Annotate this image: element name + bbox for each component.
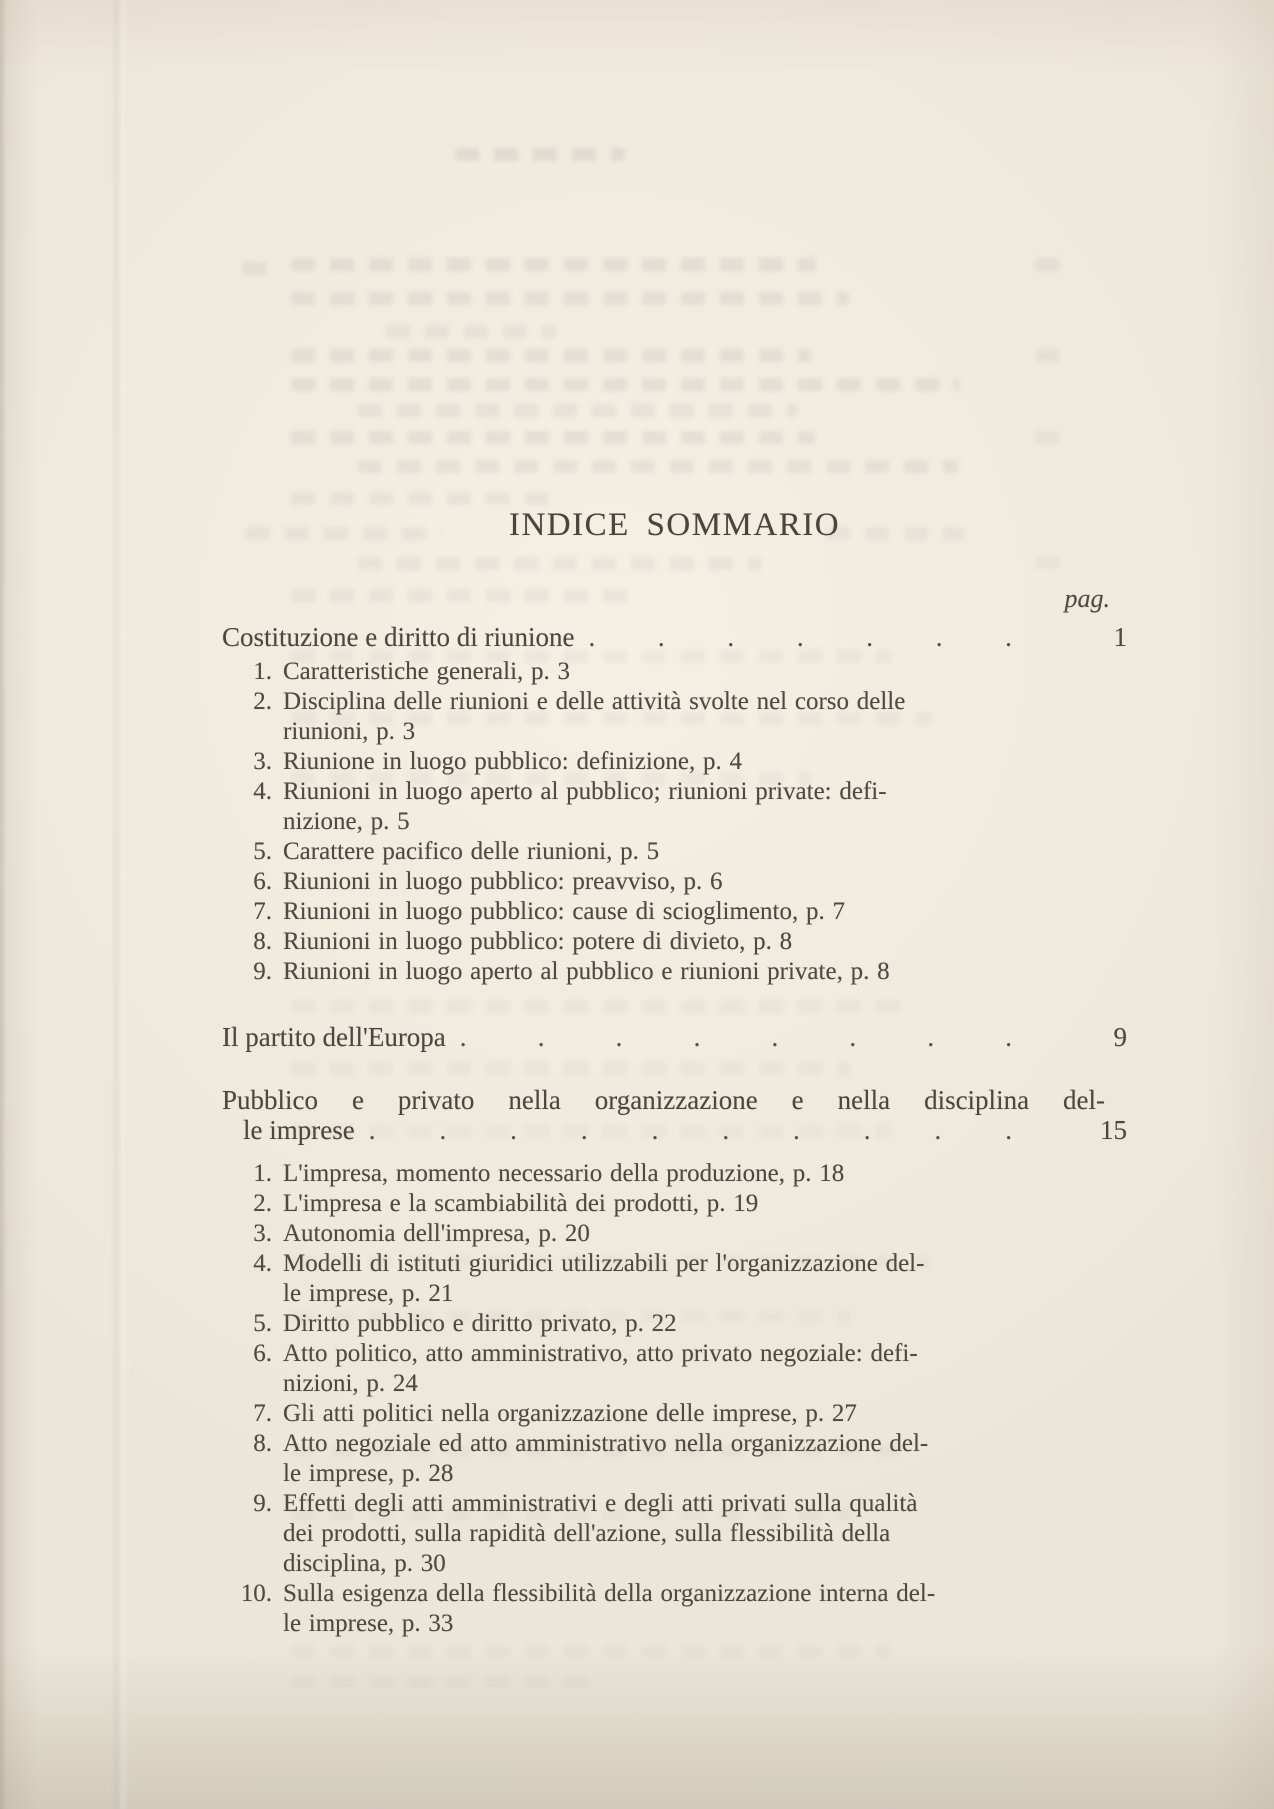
item-text — [283, 687, 1023, 747]
item-text — [283, 1579, 1023, 1639]
toc-item — [222, 1309, 1127, 1339]
leader-dot: . — [1005, 1115, 1012, 1145]
leader-dot: . — [927, 1022, 935, 1052]
dot-leader — [446, 1022, 1012, 1052]
item-text-line: le imprese, p. 21 — [283, 1280, 454, 1307]
leader-dot: . — [934, 1115, 942, 1145]
leader-dot: . — [796, 622, 804, 652]
item-text — [283, 1219, 1023, 1249]
bleed-through-smudge — [291, 1676, 591, 1689]
item-number: 9. — [253, 1490, 272, 1517]
section-heading-row — [222, 622, 1127, 652]
item-text — [283, 747, 1023, 777]
item-text-line: Atto politico, atto amministrativo, atto privato negoziale: defi- — [283, 1340, 918, 1367]
leader-dot: . — [727, 622, 735, 652]
item-number: 1. — [253, 658, 272, 685]
leader-dot: . — [510, 1115, 517, 1145]
leader-dot: . — [771, 1022, 779, 1052]
toc-content — [222, 0, 1127, 1639]
toc-item — [222, 777, 1127, 837]
leader-dot: . — [863, 1115, 871, 1145]
item-text-line: dei prodotti, sulla rapidità dell'azione, sulla flessibilità della — [283, 1520, 891, 1547]
item-text-line: Riunioni in luogo aperto al pubblico; riunioni private: defi- — [283, 778, 887, 805]
leader-dot: . — [368, 1115, 376, 1145]
table-of-contents — [222, 622, 1127, 1639]
leader-dot: . — [722, 1115, 730, 1145]
item-text-line: Gli atti politici nella organizzazione delle imprese, p. 27 — [283, 1400, 857, 1427]
item-number: 2. — [253, 1190, 272, 1217]
item-text-line: Modelli di istituti giuridici utilizzabili per l'organizzazione del- — [283, 1250, 925, 1277]
toc-item — [222, 867, 1127, 897]
page-left-edge-shadow — [0, 0, 7, 1809]
item-text — [283, 1249, 1023, 1309]
item-number: 1. — [253, 1160, 272, 1187]
toc-item — [222, 1159, 1127, 1189]
item-text-line: Atto negoziale ed atto amministrativo nella organizzazione del- — [283, 1430, 929, 1457]
page-number: 1 — [1113, 622, 1127, 652]
leader-dot: . — [866, 622, 874, 652]
section-heading-row — [222, 1115, 1127, 1145]
item-number: 2. — [253, 688, 272, 715]
item-text — [283, 1429, 1023, 1489]
item-text — [283, 777, 1023, 837]
leader-dot: . — [651, 1115, 659, 1145]
item-text — [283, 1309, 1023, 1339]
item-number: 7. — [253, 898, 272, 925]
leader-dot: . — [537, 1022, 545, 1052]
item-number: 5. — [253, 1310, 272, 1337]
item-text-line: Autonomia dell'impresa, p. 20 — [283, 1220, 590, 1247]
toc-item — [222, 1579, 1127, 1639]
section-heading-row — [222, 1022, 1127, 1052]
leader-dot: . — [935, 622, 943, 652]
item-number: 4. — [253, 778, 272, 805]
item-number: 3. — [253, 1220, 272, 1247]
item-number: 5. — [253, 838, 272, 865]
leader-dot: . — [580, 1115, 588, 1145]
item-text — [283, 1399, 1023, 1429]
item-text — [283, 927, 1023, 957]
toc-item — [222, 1249, 1127, 1309]
dot-leader — [574, 622, 1012, 652]
item-text — [283, 1339, 1023, 1399]
leader-dot: . — [459, 1022, 467, 1052]
item-text-line: riunioni, p. 3 — [283, 718, 416, 745]
item-text-line: L'impresa, momento necessario della produzione, p. 18 — [283, 1160, 845, 1187]
item-text — [283, 957, 1023, 987]
dot-leader — [355, 1115, 1012, 1145]
toc-section — [222, 1085, 1127, 1639]
section-heading-line: Costituzione e diritto di riunione — [222, 622, 575, 652]
toc-item — [222, 1429, 1127, 1489]
item-text-line: Carattere pacifico delle riunioni, p. 5 — [283, 838, 660, 865]
toc-item — [222, 1339, 1127, 1399]
leader-dot: . — [588, 622, 596, 652]
item-number: 8. — [253, 1430, 272, 1457]
section-heading-line: le imprese — [243, 1115, 355, 1145]
item-text-line: Caratteristiche generali, p. 3 — [283, 658, 571, 685]
toc-item — [222, 837, 1127, 867]
item-text-line: Diritto pubblico e diritto privato, p. 22 — [283, 1310, 677, 1337]
toc-item — [222, 1219, 1127, 1249]
item-text-line: disciplina, p. 30 — [283, 1550, 446, 1577]
item-number: 3. — [253, 748, 272, 775]
item-text-line: Riunioni in luogo pubblico: potere di divieto, p. 8 — [283, 928, 793, 955]
item-text — [283, 1489, 1023, 1579]
page-number: 15 — [1100, 1115, 1127, 1145]
page-title: INDICE SOMMARIO — [508, 507, 841, 543]
section-heading-line: Il partito dell'Europa — [222, 1022, 446, 1052]
item-text — [283, 897, 1023, 927]
item-text — [283, 867, 1023, 897]
item-number: 7. — [253, 1400, 272, 1427]
item-text-line: le imprese, p. 28 — [283, 1460, 454, 1487]
item-text — [283, 837, 1023, 867]
item-text-line: Riunioni in luogo pubblico: preavviso, p. 6 — [283, 868, 723, 895]
item-list — [222, 657, 1127, 987]
toc-item — [222, 1489, 1127, 1579]
item-text-line: Effetti degli atti amministrativi e degli atti privati sulla qualità — [283, 1490, 918, 1517]
section-heading-line: Pubblico e privato nella organizzazione e nella disciplina del- — [222, 1085, 1105, 1115]
toc-item — [222, 657, 1127, 687]
toc-item — [222, 1399, 1127, 1429]
leader-dot: . — [793, 1115, 800, 1145]
item-text-line: Riunione in luogo pubblico: definizione, p. 4 — [283, 748, 742, 775]
item-number: 9. — [253, 958, 272, 985]
item-text-line: Disciplina delle riunioni e delle attività svolte nel corso delle — [283, 688, 906, 715]
item-text — [283, 1189, 1023, 1219]
leader-dot: . — [693, 1022, 701, 1052]
toc-item — [222, 957, 1127, 987]
page-number: 9 — [1113, 1022, 1127, 1052]
toc-item — [222, 897, 1127, 927]
item-list — [222, 1159, 1127, 1639]
leader-dot: . — [657, 622, 665, 652]
toc-section — [222, 1022, 1127, 1052]
item-text-line: Sulla esigenza della flessibilità della organizzazione interna del- — [283, 1580, 936, 1607]
bleed-through-smudge — [291, 1645, 891, 1658]
toc-item — [222, 927, 1127, 957]
leader-dot: . — [849, 1022, 857, 1052]
item-number: 6. — [253, 868, 272, 895]
page-crease — [110, 0, 130, 1809]
item-text-line: nizioni, p. 24 — [283, 1370, 418, 1397]
item-number: 6. — [253, 1340, 272, 1367]
item-text-line: le imprese, p. 33 — [283, 1610, 454, 1637]
toc-section — [222, 622, 1127, 987]
leader-dot: . — [439, 1115, 447, 1145]
toc-item — [222, 1189, 1127, 1219]
toc-item — [222, 747, 1127, 777]
toc-item — [222, 687, 1127, 747]
item-number: 4. — [253, 1250, 272, 1277]
item-text-line: Riunioni in luogo pubblico: cause di scioglimento, p. 7 — [283, 898, 845, 925]
leader-dot: . — [615, 1022, 623, 1052]
leader-dot: . — [1005, 1022, 1012, 1052]
item-number: 10. — [240, 1580, 272, 1607]
item-text-line: nizione, p. 5 — [283, 808, 410, 835]
page-column-label: pag. — [1064, 584, 1110, 613]
item-text — [283, 657, 1023, 687]
item-text — [283, 1159, 1023, 1189]
item-text-line: Riunioni in luogo aperto al pubblico e riunioni private, p. 8 — [283, 958, 890, 985]
leader-dot: . — [1005, 622, 1012, 652]
item-text-line: L'impresa e la scambiabilità dei prodotti, p. 19 — [283, 1190, 759, 1217]
item-number: 8. — [253, 928, 272, 955]
